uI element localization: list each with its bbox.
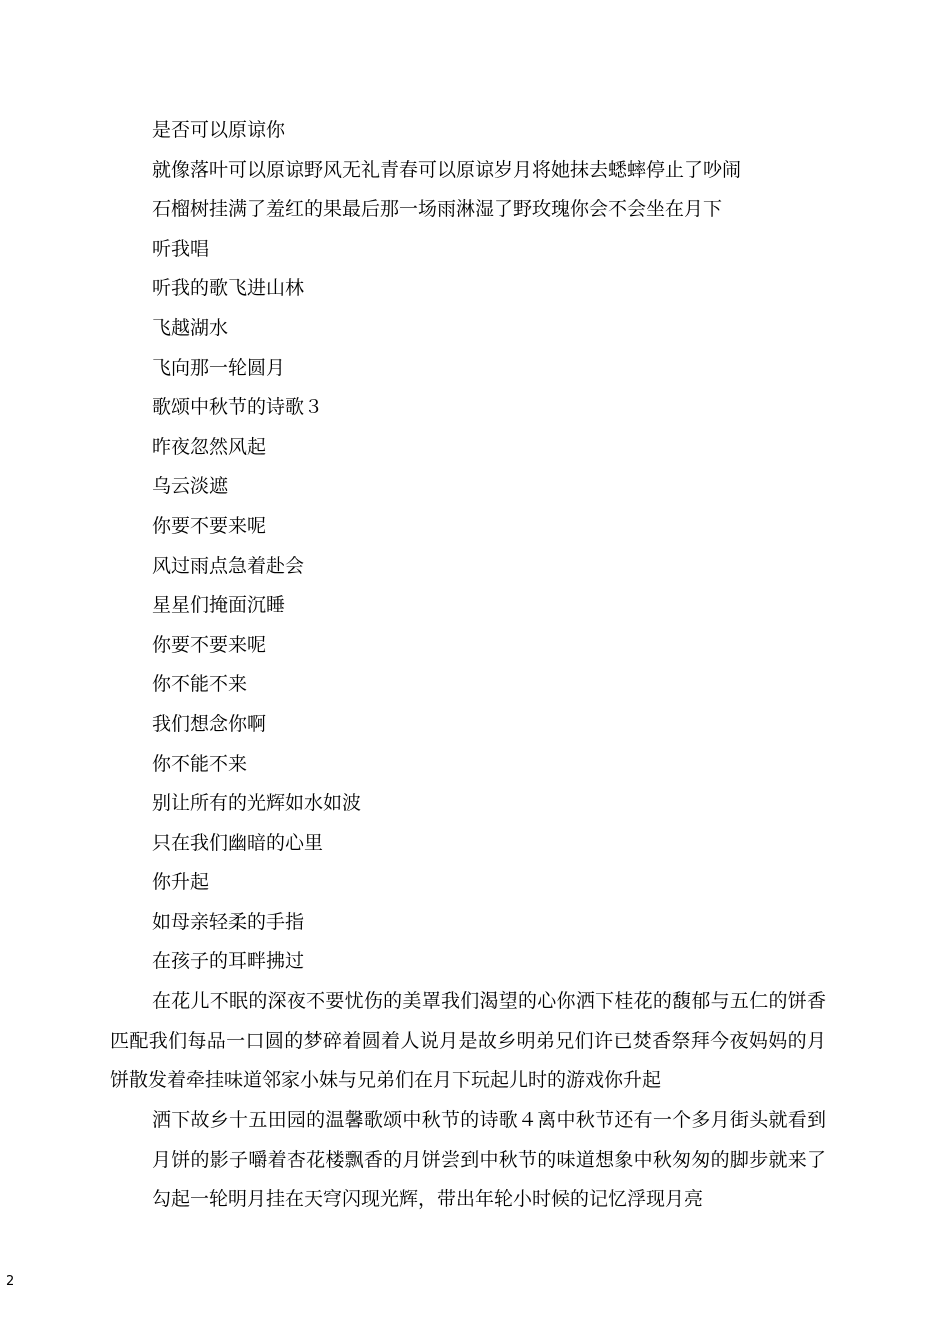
poem-line: 你要不要来呢 [152,633,267,656]
poem-line: 别让所有的光辉如水如波 [152,792,362,815]
poem-line: 星星们掩面沉睡 [152,594,286,617]
poem-title: 歌颂中秋节的诗歌３ [152,396,324,419]
poem-line: 只在我们幽暗的心里 [152,831,324,854]
poem-line: 你升起 [152,871,210,894]
poem-line: 是否可以原谅你 [152,119,286,141]
poem-line: 就像落叶可以原谅野风无礼青春可以原谅岁月将她抹去蟋蟀停止了吵闹 [152,158,742,181]
poem-line: 如母亲轻柔的手指 [152,910,305,933]
poem-line: 乌云淡遮 [152,475,229,498]
poem-line: 听我唱 [152,237,210,260]
poem-line: 听我的歌飞进山林 [152,277,305,300]
poem-line: 飞越湖水 [152,316,229,339]
page-number: 2 [6,1274,15,1289]
poem-line: 我们想念你啊 [152,712,267,735]
poem-line: 飞向那一轮圆月 [152,356,286,379]
poem-line: 你不能不来 [152,752,248,775]
body-paragraph: 在花儿不眠的深夜不要忧伤的美罩我们渴望的心你洒下桂花的馥郁与五仁的饼香匹配我们每品一口圆的梦碎着圆着人说月是故乡明弟兄们许已焚香祭拜今夜妈妈的月饼散发着牵挂味道邻家小妹与兄弟们在月下玩起儿时的游戏你升起 [110,990,826,1092]
poem-line: 你要不要来呢 [152,514,267,537]
poem-line: 石榴树挂满了羞红的果最后那一场雨淋湿了野玫瑰你会不会坐在月下 [152,198,723,221]
body-paragraph: 洒下故乡十五田园的温馨歌颂中秋节的诗歌４离中秋节还有一个多月街头就看到月饼的影子嚼着杏花楼飘香的月饼尝到中秋节的味道想象中秋匆匆的脚步就来了勾起一轮明月挂在天穹闪现光辉，带出年轮小时候的记忆浮现月亮 [152,1109,826,1211]
poem-line: 风过雨点急着赴会 [152,554,305,577]
poem-lines [110,111,850,982]
poem-line: 昨夜忽然风起 [152,435,267,458]
poem-line: 你不能不来 [152,673,248,696]
poem-line: 在孩子的耳畔拂过 [152,950,305,973]
